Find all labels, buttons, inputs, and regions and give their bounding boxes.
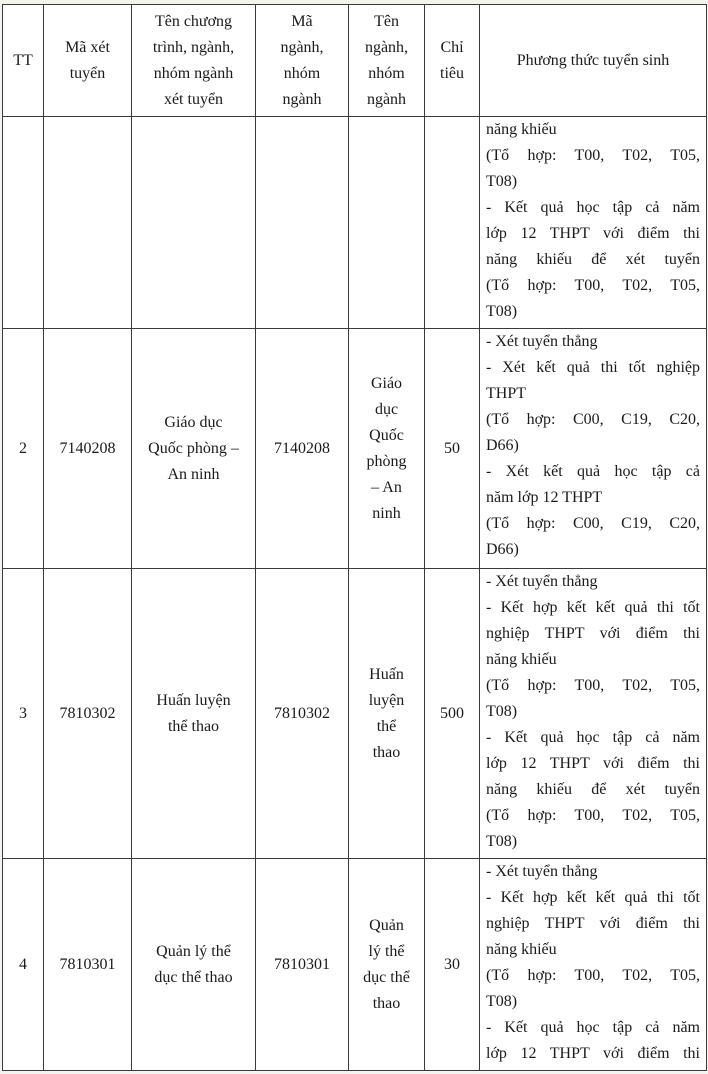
cell-text: 7810301 [274,955,330,973]
cell-chi-tieu [425,569,480,859]
method-line: (Tổ hợp: T00, T02, T05, [486,807,700,824]
method-line: - Xét kết quả học tập cả [486,463,700,480]
cell-phuong-thuc [480,329,707,569]
cell-ten-nganh [349,117,425,329]
cell-line: lý thể [368,942,405,960]
cell-tt [3,117,44,329]
method-line: D66) [486,437,519,454]
method-line: (Tổ hợp: T00, T02, T05, [486,677,700,694]
cell-line: Huấn [369,665,404,683]
method-line: năng khiếu để xét tuyển [486,781,700,798]
cell-line: Quản [369,916,404,934]
header-tt: TT [3,5,44,117]
cell-line: Quốc phòng – [148,439,239,457]
cell-ten-nganh [349,329,425,569]
method-line: T08) [486,993,518,1010]
method-line: năng khiếu để xét tuyển [486,251,700,268]
cell-text: 500 [440,704,464,722]
cell-chi-tieu [425,859,480,1071]
method-line: T08) [486,833,518,850]
method-line: năm lớp 12 THPT [486,489,603,506]
method-line: - Xét tuyển thẳng [486,863,598,880]
method-line: T08) [486,173,518,190]
cell-text: 3 [19,704,27,722]
cell-ma-nganh [256,859,349,1071]
cell-ten-chuong-trinh [132,329,256,569]
cell-ten-chuong-trinh [132,117,256,329]
admission-table [2,4,707,1071]
cell-ten-nganh [349,569,425,859]
cell-tt [3,859,44,1071]
header-ten-nganh: Tên ngành, nhóm ngành [349,5,425,117]
header-ma-nganh: Mã ngành, nhóm ngành [256,5,349,117]
cell-ma-nganh [256,569,349,859]
cell-chi-tieu [425,117,480,329]
method-line: T08) [486,703,518,720]
method-line: nghiệp THPT với điểm thi [486,915,700,932]
header-chi-tieu: Chỉ tiêu [425,5,480,117]
cell-text: 4 [19,955,27,973]
cell-ma-xet-tuyen [44,859,132,1071]
cell-text: 7810302 [59,704,116,722]
table-row [3,569,707,859]
table-row [3,329,707,569]
cell-ma-nganh [256,329,349,569]
method-line: nghiệp THPT với điểm thi [486,625,700,642]
method-line: - Xét kết quả thi tốt nghiệp [486,359,700,376]
cell-text: 50 [444,439,460,457]
method-line: (Tổ hợp: T00, T02, T05, [486,277,700,294]
table-row [3,859,707,1071]
cell-line: Giáo [370,374,403,392]
method-line: - Kết quả học tập cả năm [486,1019,700,1036]
cell-ma-xet-tuyen [44,329,132,569]
cell-text: 2 [19,439,27,457]
cell-line: Giáo dục [164,413,223,431]
method-line: - Xét tuyển thẳng [486,333,598,350]
cell-line: luyện [368,691,405,709]
cell-line: dục thể [363,968,410,986]
method-line: năng khiếu [486,121,557,138]
method-line: (Tổ hợp: C00, C19, C20, [486,411,700,428]
cell-text: 7810302 [274,704,330,722]
method-line: (Tổ hợp: C00, C19, C20, [486,515,700,532]
method-line: lớp 12 THPT với điểm thi [486,755,700,772]
method-line: lớp 12 THPT với điểm thi [486,1045,700,1062]
method-line: (Tổ hợp: T00, T02, T05, [486,147,700,164]
cell-phuong-thuc [480,859,707,1071]
cell-line: – An [371,478,402,496]
cell-text: 30 [444,955,460,973]
method-line: (Tổ hợp: T00, T02, T05, [486,967,700,984]
cell-tt [3,569,44,859]
cell-ten-chuong-trinh [132,859,256,1071]
method-line: THPT [486,385,526,402]
cell-line: dục [374,400,399,418]
cell-line: ninh [372,504,401,522]
cell-text: 7140208 [59,439,116,457]
method-line: - Xét tuyển thẳng [486,573,598,590]
method-line: năng khiếu [486,941,557,958]
method-line: D66) [486,541,519,558]
cell-text: 7810301 [59,955,116,973]
cell-ma-nganh [256,117,349,329]
cell-phuong-thuc [480,117,707,329]
cell-line: dục thể thao [154,968,233,986]
cell-phuong-thuc [480,569,707,859]
header-ma-xet-tuyen: Mã xét tuyển [44,5,132,117]
cell-line: thể [376,717,397,735]
method-line: lớp 12 THPT với điểm thi [486,225,700,242]
cell-text: 7140208 [274,439,330,457]
cell-ma-xet-tuyen [44,569,132,859]
cell-line: thao [372,743,401,761]
method-line: - Kết hợp kết kết quả thi tốt [486,889,700,906]
header-phuong-thuc: Phương thức tuyển sinh [480,5,707,117]
method-line: năng khiếu [486,651,557,668]
cell-ten-chuong-trinh [132,569,256,859]
method-line: - Kết hợp kết kết quả thi tốt [486,599,700,616]
table-row [3,117,707,329]
cell-line: thao [372,994,401,1012]
method-line: - Kết quả học tập cả năm [486,199,700,216]
cell-line: Quản lý thể [156,942,231,960]
header-row [3,5,707,117]
cell-ma-xet-tuyen [44,117,132,329]
cell-line: Huấn luyện [156,691,231,709]
cell-line: Quốc [369,426,404,444]
method-line: - Kết quả học tập cả năm [486,729,700,746]
cell-tt [3,329,44,569]
cell-line: thể thao [167,717,220,735]
header-ten-chuong-trinh: Tên chương trình, ngành, nhóm ngành xét tuyển [132,5,256,117]
cell-ten-nganh [349,859,425,1071]
cell-line: An ninh [167,465,220,483]
cell-line: phòng [366,452,407,470]
method-line: T08) [486,303,518,320]
cell-chi-tieu [425,329,480,569]
